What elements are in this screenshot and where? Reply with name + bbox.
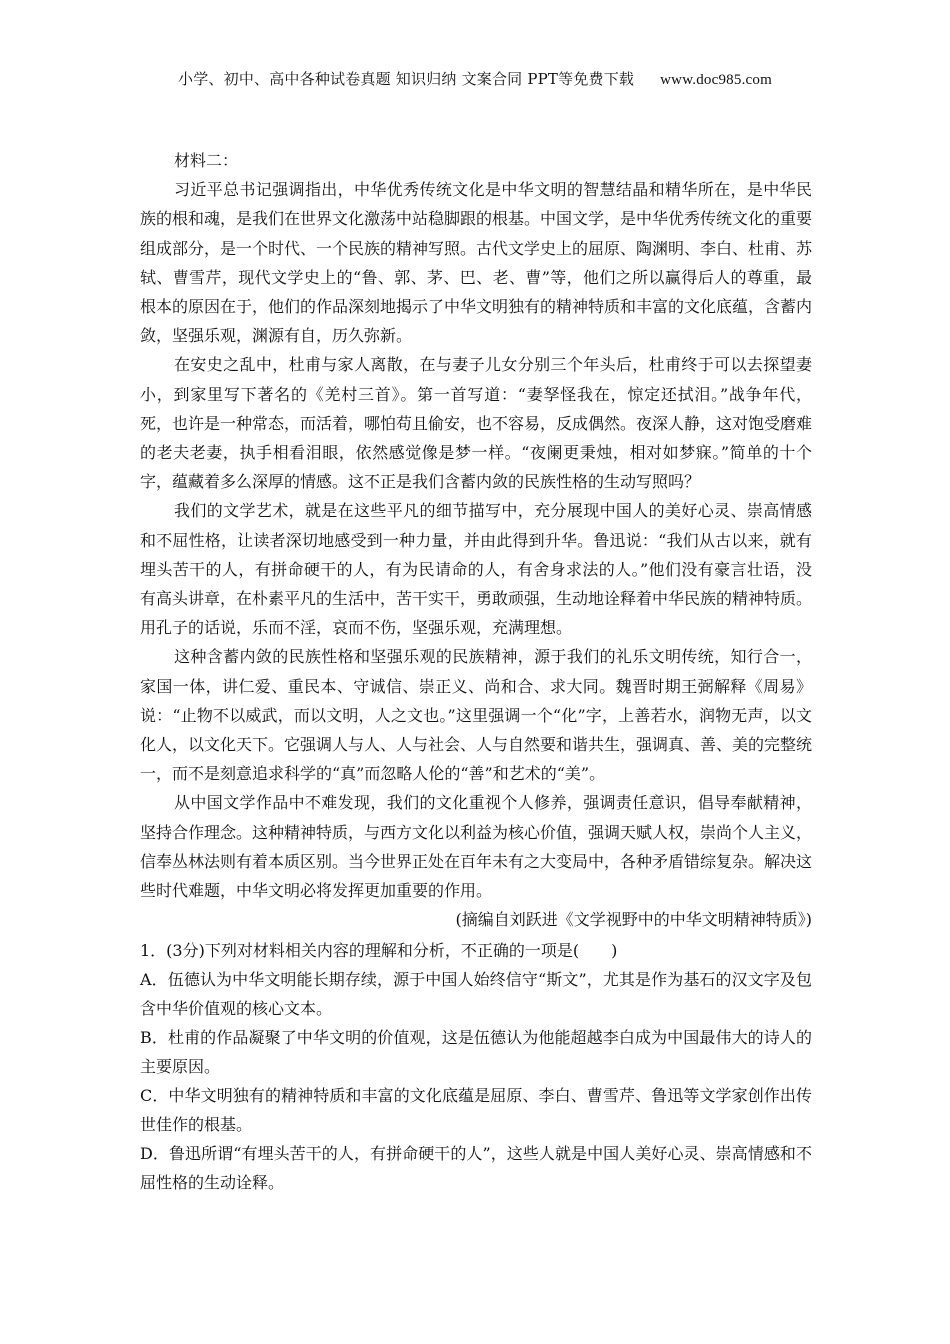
paragraph-1: 习近平总书记强调指出，中华优秀传统文化是中华文明的智慧结晶和精华所在，是中华民族的根和魂，是我们在世界文化激荡中站稳脚跟的根基。中国文学，是中华优秀传统文化的重要组成部分，是一个时代、一个民族的精神写照。古代文学史上的屈原、陶渊明、李白、杜甫、苏轼、曹雪芹，现代文学史上的“鲁、郭、茅、巴、老、曹”等，他们之所以赢得后人的尊重，最根本的原因在于，他们的作品深刻地揭示了中华文明独有的精神特质和丰富的文化底蕴，含蓄内敛，坚强乐观，渊源有自，历久弥新。 <box>140 180 813 346</box>
document-body <box>140 146 812 1197</box>
paragraph-4: 这种含蓄内敛的民族性格和坚强乐观的民族精神，源于我们的礼乐文明传统，知行合一，家国一体，讲仁爱、重民本、守诚信、崇正义、尚和合、求大同。魏晋时期王弼解释《周易》说：“止物不以威武，而以文明，人之文也。”这里强调一个“化”字，上善若水，润物无声，以文化人，以文化天下。它强调人与人、人与社会、人与自然要和谐共生，强调真、善、美的完整统一，而不是刻意追求科学的“真”而忽略人伦的“善”和艺术的“美”。 <box>140 647 813 784</box>
option-a: A．伍德认为中华文明能长期存续，源于中国人始终信守“斯文”，尤其是作为基石的汉文字及包含中华价值观的核心文本。 <box>140 970 812 1019</box>
option-c: C．中华文明独有的精神特质和丰富的文化底蕴是屈原、李白、曹雪芹、鲁迅等文学家创作出传世佳作的根基。 <box>140 1086 812 1135</box>
option-b: B．杜甫的作品凝聚了中华文明的价值观，这是伍德认为他能超越李白成为中国最伟大的诗人的主要原因。 <box>140 1028 812 1077</box>
option-d: D．鲁迅所谓“有埋头苦干的人，有拼命硬干的人”，这些人就是中国人美好心灵、崇高情感和不屈性格的生动诠释。 <box>140 1144 812 1193</box>
paragraph-3: 我们的文学艺术，就是在这些平凡的细节描写中，充分展现中国人的美好心灵、崇高情感和不屈性格，让读者深切地感受到一种力量，并由此得到升华。鲁迅说：“我们从古以来，就有埋头苦干的人，有拼命硬干的人，有为民请命的人，有舍身求法的人。”他们没有豪言壮语，没有高头讲章，在朴素平凡的生活中，苦干实干，勇敢顽强，生动地诠释着中华民族的精神特质。用孔子的话说，乐而不淫，哀而不伤，坚强乐观，充满理想。 <box>140 501 813 638</box>
paragraph-5: 从中国文学作品中不难发现，我们的文化重视个人修养，强调责任意识，倡导奉献精神，坚持合作理念。这种精神特质，与西方文化以利益为核心价值，强调天赋人权，崇尚个人主义，信奉丛林法则有着本质区别。当今世界正处在百年未有之大变局中，各种矛盾错综复杂。解决这些时代难题，中华文明必将发挥更加重要的作用。 <box>140 793 813 901</box>
source-citation: (摘编自刘跃进《文学视野中的中华文明精神特质》) <box>455 910 812 930</box>
page-header <box>0 68 950 89</box>
header-url[interactable]: www.doc985.com <box>660 72 772 88</box>
paragraph-2: 在安史之乱中，杜甫与家人离散，在与妻子儿女分别三个年头后，杜甫终于可以去探望妻小，到家里写下著名的《羌村三首》。第一首写道：“妻孥怪我在，惊定还拭泪。”战争年代，死，也许是一种常态，而活着，哪怕苟且偷安，也不容易，反成偶然。夜深人静，这对饱受磨难的老夫老妻，执手相看泪眼，依然感觉像是梦一样。“夜阑更秉烛，相对如梦寐。”简单的十个字，蕴藏着多么深厚的情感。这不正是我们含蓄内敛的民族性格的生动写照吗？ <box>140 355 813 492</box>
material-title: 材料二： <box>174 151 239 170</box>
header-text: 小学、初中、高中各种试卷真题 知识归纳 文案合同 PPT等免费下载 <box>178 70 635 88</box>
question-block <box>140 936 812 1197</box>
question-stem: 1．(3分)下列对材料相关内容的理解和分析，不正确的一项是( ) <box>140 941 618 961</box>
